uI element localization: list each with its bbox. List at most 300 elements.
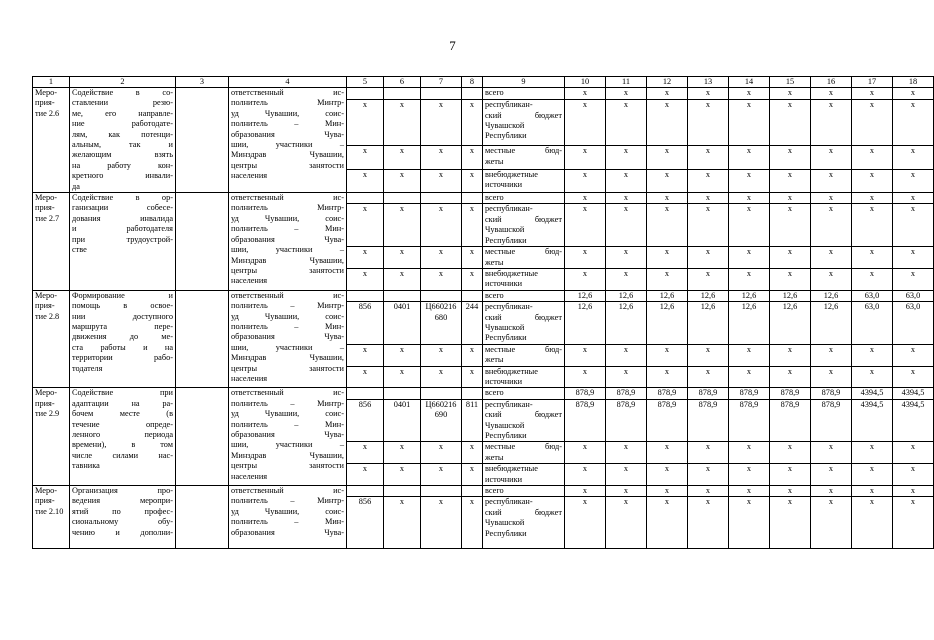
text-line: желающим взять: [72, 150, 173, 160]
text-line: ответственный ис-: [231, 88, 344, 97]
code-target: [421, 169, 462, 193]
funding-source: [483, 344, 565, 366]
code-grbs: [347, 486, 384, 497]
cell-text: х: [623, 366, 629, 376]
cell-text: х: [869, 344, 875, 354]
code-grbs: [347, 169, 384, 193]
text-line: местные бюд-: [485, 344, 562, 354]
cell-text: 878,9: [739, 388, 759, 398]
cell-text: х: [910, 204, 916, 214]
text-line: Организация про-: [72, 486, 173, 496]
year-value: [565, 366, 606, 388]
cell-text: х: [746, 100, 752, 110]
year-value: [606, 302, 647, 345]
cell-text: х: [664, 100, 670, 110]
cell-text: х: [746, 169, 752, 179]
code-expense-type: [462, 464, 483, 486]
year-value: [729, 399, 770, 442]
cell-text: х: [828, 366, 834, 376]
cell-text: х: [399, 497, 405, 507]
text-line: территории рабо-: [72, 353, 173, 363]
year-value: [852, 146, 893, 169]
text-line: всего: [485, 486, 504, 496]
year-value: [852, 399, 893, 442]
text-line: ответственный ис-: [231, 290, 344, 300]
year-value: [606, 290, 647, 301]
code-target: [421, 344, 462, 366]
cell-text: 3: [199, 77, 205, 86]
year-value: [606, 268, 647, 290]
year-value: [770, 100, 811, 146]
text-line: внебюджетные: [485, 169, 538, 179]
code-target: [421, 464, 462, 486]
text-line: тие 2.7: [35, 213, 60, 223]
cell-text: х: [787, 169, 793, 179]
cell-text: х: [787, 193, 793, 203]
year-value: [688, 193, 729, 204]
cell-text: х: [746, 464, 752, 474]
cell-text: х: [362, 204, 368, 214]
text-line: нии доступного: [72, 311, 173, 321]
year-value: [811, 442, 852, 464]
cell-text: х: [623, 486, 629, 496]
cell-text: х: [664, 464, 670, 474]
cell-text: х: [869, 442, 875, 452]
cell-text: 878,9: [616, 388, 636, 398]
cell-text: 12: [662, 77, 672, 86]
cell-text: х: [869, 268, 875, 278]
text-line: Республики: [485, 131, 527, 141]
year-value: [688, 302, 729, 345]
cell-text: 244: [465, 302, 479, 312]
code-grbs: [347, 464, 384, 486]
code-grbs: [347, 399, 384, 442]
text-line: прия-: [35, 398, 55, 408]
activity-number: [33, 88, 70, 193]
code-expense-type: [462, 302, 483, 345]
year-value: [893, 88, 934, 100]
text-line: Чувашской: [485, 420, 525, 430]
year-value: [565, 100, 606, 146]
activity-executors: [229, 486, 347, 549]
year-value: [811, 344, 852, 366]
cell-text: х: [623, 247, 629, 257]
year-value: [606, 366, 647, 388]
text-line: Меро-: [35, 88, 58, 97]
year-value: [688, 344, 729, 366]
year-value: [565, 88, 606, 100]
cell-text: х: [623, 146, 629, 156]
text-line: внебюджетные: [485, 366, 538, 376]
text-line: тие 2.8: [35, 311, 60, 321]
cell-text: х: [399, 442, 405, 452]
text-line: лям, как потенци-: [72, 129, 173, 139]
text-line: ме, его направле-: [72, 108, 173, 118]
cell-text: х: [705, 88, 711, 97]
cell-text: х: [399, 146, 405, 156]
funding-source: [483, 464, 565, 486]
year-value: [770, 302, 811, 345]
text-line: полнитель Минтр-: [231, 98, 344, 108]
cell-text: 17: [867, 77, 877, 86]
activity-col3: [176, 486, 229, 549]
year-value: [565, 204, 606, 247]
text-line: тие 2.6: [35, 108, 60, 118]
year-value: [606, 193, 647, 204]
year-value: [729, 146, 770, 169]
cell-text: х: [362, 146, 368, 156]
cell-text: 878,9: [821, 399, 841, 409]
cell-text: 63,0: [864, 290, 880, 300]
year-value: [811, 302, 852, 345]
text-line: прия-: [35, 301, 55, 311]
cell-text: 9: [521, 77, 526, 86]
code-expense-type: [462, 442, 483, 464]
funding-source: [483, 486, 565, 497]
cell-text: х: [787, 486, 793, 496]
text-line: внебюджетные: [485, 268, 538, 278]
cell-text: х: [705, 486, 711, 496]
code-section: [384, 146, 421, 169]
code-expense-type: [462, 169, 483, 193]
year-value: [729, 247, 770, 269]
cell-text: х: [869, 247, 875, 257]
cell-text: х: [910, 100, 916, 110]
cell-text: х: [787, 268, 793, 278]
year-value: [729, 290, 770, 301]
year-value: [893, 399, 934, 442]
cell-text: х: [910, 247, 916, 257]
year-value: [729, 388, 770, 399]
year-value: [729, 204, 770, 247]
code-grbs: [347, 442, 384, 464]
year-value: [565, 344, 606, 366]
cell-text: 2: [120, 77, 125, 86]
header-cell: [229, 77, 347, 88]
code-grbs: [347, 344, 384, 366]
year-value: [852, 169, 893, 193]
cell-text: х: [869, 464, 875, 474]
code-target: [421, 399, 462, 442]
year-value: [647, 169, 688, 193]
cell-text: х: [469, 464, 475, 474]
year-value: [729, 366, 770, 388]
cell-text: х: [469, 366, 475, 376]
cell-text: х: [705, 442, 711, 452]
cell-text: 1: [48, 77, 54, 86]
header-cell: [565, 77, 606, 88]
cell-text: 12,6: [823, 290, 839, 300]
cell-text: х: [869, 100, 875, 110]
text-line: всего: [485, 290, 504, 300]
cell-text: х: [828, 204, 834, 214]
cell-text: 12,6: [659, 302, 675, 312]
code-grbs: [347, 88, 384, 100]
code-target: [421, 146, 462, 169]
text-line: населения: [231, 373, 268, 383]
text-line: Формирование и: [72, 290, 173, 300]
code-grbs: [347, 388, 384, 399]
cell-text: х: [582, 204, 588, 214]
text-line: тодателя: [72, 363, 103, 373]
code-grbs: [347, 290, 384, 301]
year-value: [811, 399, 852, 442]
text-line: х: [438, 268, 444, 278]
cell-text: х: [869, 88, 875, 97]
text-line: течение опреде-: [72, 419, 173, 429]
cell-text: х: [623, 193, 629, 203]
activity-executors: [229, 193, 347, 291]
year-value: [606, 344, 647, 366]
cell-text: х: [582, 344, 588, 354]
cell-text: х: [705, 204, 711, 214]
year-value: [852, 193, 893, 204]
text-line: Меро-: [35, 290, 58, 300]
year-value: [647, 146, 688, 169]
funding-source: [483, 88, 565, 100]
cell-text: 12,6: [823, 302, 839, 312]
cell-text: х: [869, 169, 875, 179]
text-line: полнитель – Мин-: [231, 419, 344, 429]
header-cell: [647, 77, 688, 88]
code-expense-type: [462, 388, 483, 399]
cell-text: х: [399, 100, 405, 110]
cell-text: х: [910, 169, 916, 179]
year-value: [688, 204, 729, 247]
code-target: [421, 247, 462, 269]
year-value: [647, 388, 688, 399]
year-value: [729, 100, 770, 146]
cell-text: 11: [622, 77, 630, 86]
code-section: [384, 344, 421, 366]
text-line: адаптации на ра-: [72, 398, 173, 408]
text-line: х: [438, 169, 444, 179]
cell-text: х: [582, 247, 588, 257]
cell-text: 878,9: [821, 388, 841, 398]
header-cell: [462, 77, 483, 88]
funding-source: [483, 146, 565, 169]
cell-text: 12,6: [659, 290, 675, 300]
cell-text: х: [469, 268, 475, 278]
code-expense-type: [462, 88, 483, 100]
year-value: [565, 388, 606, 399]
cell-text: х: [828, 442, 834, 452]
cell-text: х: [869, 204, 875, 214]
year-value: [688, 497, 729, 549]
cell-text: х: [664, 486, 670, 496]
code-grbs: [347, 268, 384, 290]
cell-text: 13: [703, 77, 713, 86]
funding-source: [483, 388, 565, 399]
code-section: [384, 388, 421, 399]
cell-text: х: [362, 442, 368, 452]
cell-text: х: [828, 344, 834, 354]
cell-text: х: [746, 193, 752, 203]
code-expense-type: [462, 290, 483, 301]
year-value: [565, 193, 606, 204]
activity-number: [33, 193, 70, 291]
text-line: шии, участники –: [231, 342, 344, 352]
text-line: 680: [434, 312, 448, 322]
activity-col3: [176, 388, 229, 486]
funding-source: [483, 100, 565, 146]
header-cell: [606, 77, 647, 88]
funding-source: [483, 366, 565, 388]
text-line: прия-: [35, 98, 55, 108]
text-line: всего: [485, 88, 504, 97]
text-line: на работу кон-: [72, 160, 173, 170]
year-value: [852, 388, 893, 399]
year-value: [688, 169, 729, 193]
cell-text: х: [623, 344, 629, 354]
year-value: [606, 169, 647, 193]
text-line: полнитель – Мин-: [231, 224, 344, 234]
text-line: ский бюджет: [485, 110, 562, 120]
code-target: [421, 268, 462, 290]
year-value: [770, 366, 811, 388]
year-value: [811, 268, 852, 290]
text-line: жеты: [485, 355, 504, 365]
cell-text: х: [910, 146, 916, 156]
cell-text: х: [910, 88, 916, 97]
cell-text: 0401: [393, 399, 411, 409]
text-line: Меро-: [35, 193, 58, 203]
funding-source: [483, 290, 565, 301]
year-value: [852, 366, 893, 388]
cell-text: 878,9: [616, 399, 636, 409]
code-section: [384, 486, 421, 497]
year-value: [893, 268, 934, 290]
cell-text: 12,6: [782, 302, 798, 312]
text-line: жеты: [485, 452, 504, 462]
text-line: Минздрав Чувашии,: [231, 353, 344, 363]
text-line: жеты: [485, 257, 504, 267]
cell-text: х: [664, 169, 670, 179]
year-value: [688, 247, 729, 269]
cell-text: х: [664, 146, 670, 156]
cell-text: х: [705, 247, 711, 257]
year-value: [606, 486, 647, 497]
cell-text: 856: [358, 497, 372, 507]
cell-text: х: [828, 169, 834, 179]
header-cell: [421, 77, 462, 88]
year-value: [811, 366, 852, 388]
code-target: [421, 497, 462, 549]
text-line: ста работы и на: [72, 342, 173, 352]
text-line: Минздрав Чувашии,: [231, 450, 344, 460]
year-value: [852, 247, 893, 269]
cell-text: х: [869, 193, 875, 203]
year-value: [811, 146, 852, 169]
year-value: [647, 366, 688, 388]
cell-text: х: [869, 486, 875, 496]
text-line: прия-: [35, 496, 55, 506]
code-expense-type: [462, 268, 483, 290]
cell-text: 16: [826, 77, 836, 86]
cell-text: х: [362, 247, 368, 257]
text-line: Содействие при: [72, 388, 173, 398]
year-value: [729, 497, 770, 549]
cell-text: х: [787, 88, 793, 97]
cell-text: 12,6: [577, 290, 593, 300]
cell-text: х: [910, 486, 916, 496]
budget-table: [32, 76, 934, 549]
year-value: [647, 442, 688, 464]
year-value: [852, 464, 893, 486]
text-line: полнитель – Минтр-: [231, 398, 344, 408]
funding-source: [483, 442, 565, 464]
year-value: [688, 388, 729, 399]
cell-text: х: [828, 193, 834, 203]
cell-text: 18: [908, 77, 918, 86]
cell-text: х: [469, 100, 475, 110]
text-line: движения до ме-: [72, 332, 173, 342]
text-line: числе силами нас-: [72, 450, 173, 460]
text-line: Республики: [485, 431, 527, 440]
text-line: помощь в освое-: [72, 301, 173, 311]
year-value: [647, 88, 688, 100]
cell-text: х: [623, 204, 629, 214]
text-line: всего: [485, 193, 504, 203]
text-line: образования Чува-: [231, 527, 344, 537]
year-value: [647, 268, 688, 290]
header-cell: [483, 77, 565, 88]
cell-text: х: [787, 344, 793, 354]
funding-source: [483, 302, 565, 345]
cell-text: х: [582, 88, 588, 97]
year-value: [893, 247, 934, 269]
cell-text: х: [787, 247, 793, 257]
table-row: [33, 486, 934, 497]
header-cell: [770, 77, 811, 88]
year-value: [893, 442, 934, 464]
funding-source: [483, 399, 565, 442]
cell-text: х: [399, 464, 405, 474]
cell-text: х: [623, 464, 629, 474]
cell-text: х: [664, 204, 670, 214]
cell-text: х: [582, 193, 588, 203]
text-line: при трудоустрой-: [72, 234, 173, 244]
year-value: [770, 344, 811, 366]
cell-text: х: [746, 344, 752, 354]
year-value: [565, 169, 606, 193]
cell-text: х: [869, 366, 875, 376]
text-line: местные бюд-: [485, 146, 562, 156]
text-line: х: [438, 464, 444, 474]
page-number: 7: [449, 38, 456, 53]
code-target: [421, 100, 462, 146]
code-grbs: [347, 366, 384, 388]
year-value: [893, 497, 934, 549]
text-line: ответственный ис-: [231, 388, 344, 398]
code-expense-type: [462, 486, 483, 497]
text-line: ский бюджет: [485, 214, 562, 224]
cell-text: 12,6: [700, 290, 716, 300]
cell-text: х: [910, 464, 916, 474]
cell-text: 14: [744, 77, 754, 86]
activity-col3: [176, 88, 229, 193]
year-value: [893, 169, 934, 193]
cell-text: х: [664, 193, 670, 203]
text-line: времени), в том: [72, 440, 173, 450]
code-section: [384, 204, 421, 247]
text-line: стве: [72, 245, 87, 255]
text-line: полнитель – Минтр-: [231, 301, 344, 311]
year-value: [893, 290, 934, 301]
cell-text: х: [910, 497, 916, 507]
cell-text: х: [623, 442, 629, 452]
header-cell: [176, 77, 229, 88]
